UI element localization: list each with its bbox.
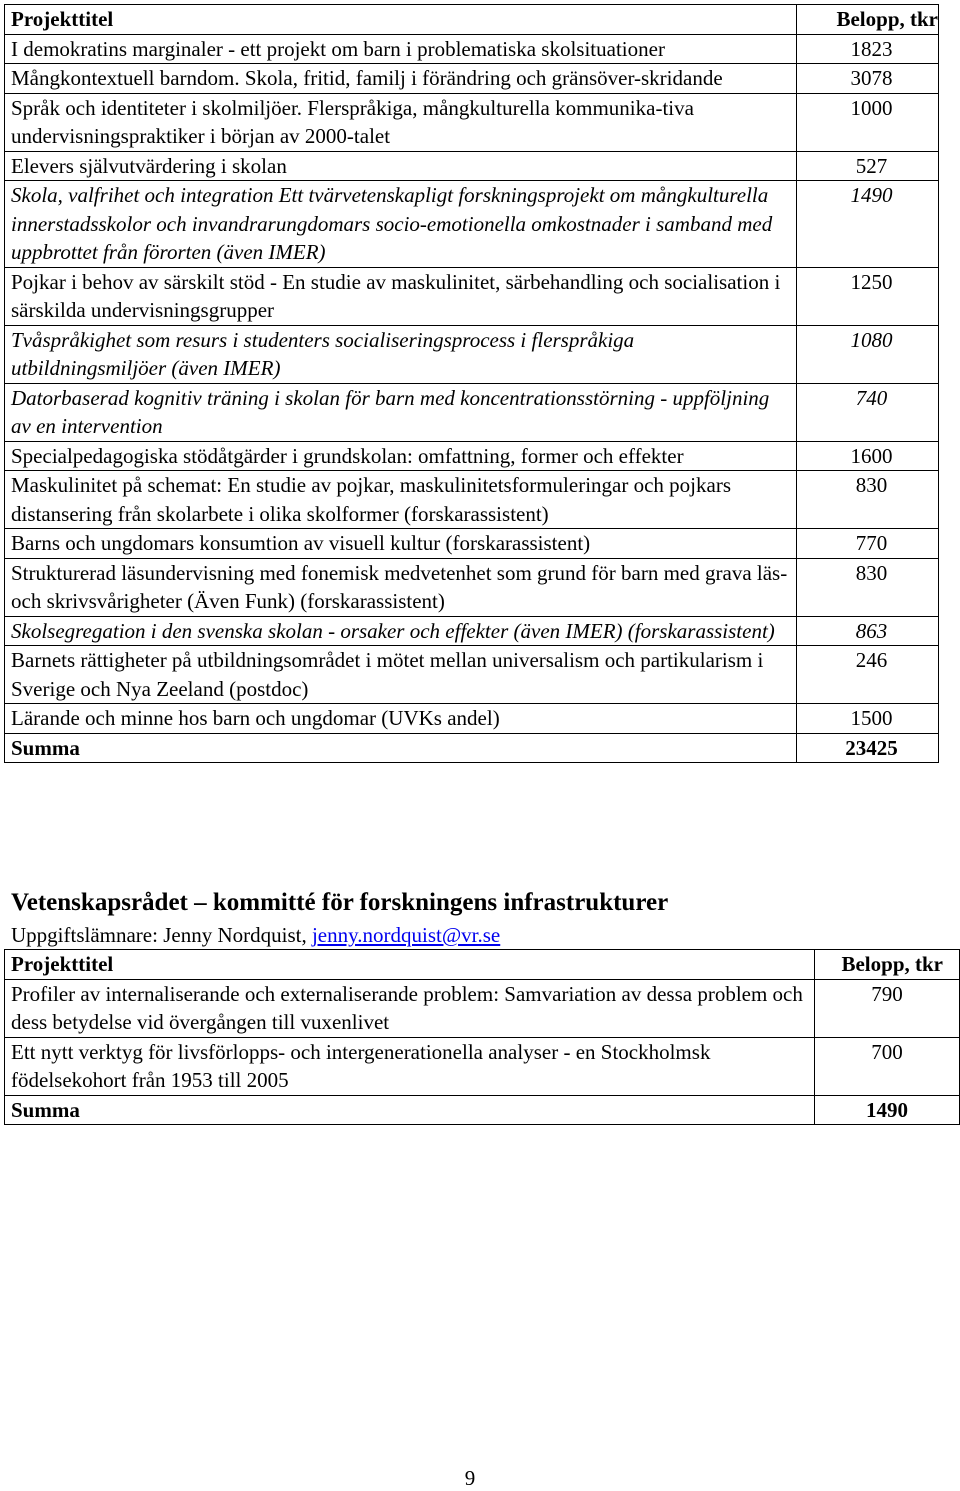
section-heading: Vetenskapsrådet – kommitté för forskningens infrastrukturer bbox=[11, 889, 669, 916]
table-row bbox=[5, 704, 939, 734]
table-row bbox=[5, 64, 939, 94]
project-title: Datorbaserad kognitiv träning i skolan för barn med koncentrationsstörning - uppföljning av en intervention bbox=[5, 383, 797, 441]
table-row bbox=[5, 1037, 960, 1095]
sum-amount: 1490 bbox=[815, 1095, 960, 1125]
project-amount: 830 bbox=[797, 471, 939, 529]
project-amount: 1500 bbox=[797, 704, 939, 734]
project-amount: 246 bbox=[797, 646, 939, 704]
project-title: Specialpedagogiska stödåtgärder i grundskolan: omfattning, former och effekter bbox=[5, 441, 797, 471]
table-row bbox=[5, 181, 939, 268]
project-amount: 1490 bbox=[797, 181, 939, 268]
project-amount: 830 bbox=[797, 558, 939, 616]
project-title: Elevers självutvärdering i skolan bbox=[5, 151, 797, 181]
project-title: Tvåspråkighet som resurs i studenters socialiseringsprocess i flerspråkiga utbildningsmiljöer (även IMER) bbox=[5, 325, 797, 383]
project-amount: 770 bbox=[797, 529, 939, 559]
project-amount: 790 bbox=[815, 979, 960, 1037]
table-row bbox=[5, 471, 939, 529]
project-title: Barns och ungdomars konsumtion av visuell kultur (forskarassistent) bbox=[5, 529, 797, 559]
page-number: 9 bbox=[464, 1466, 476, 1490]
table-row bbox=[5, 383, 939, 441]
table-sum-row bbox=[5, 1095, 960, 1125]
project-amount: 740 bbox=[797, 383, 939, 441]
column-header-amount: Belopp, tkr bbox=[815, 950, 960, 980]
project-amount: 700 bbox=[815, 1037, 960, 1095]
project-amount: 1000 bbox=[797, 93, 939, 151]
column-header-amount: Belopp, tkr bbox=[797, 5, 939, 35]
project-title: Ett nytt verktyg för livsförlopps- och intergenerationella analyser - en Stockholmsk födelsekohort från 1953 till 2005 bbox=[5, 1037, 815, 1095]
column-header-title: Projekttitel bbox=[5, 950, 815, 980]
project-title: Språk och identiteter i skolmiljöer. Flerspråkiga, mångkulturella kommunika-tiva undervisningspraktiker i början av 2000-talet bbox=[5, 93, 797, 151]
project-amount: 1600 bbox=[797, 441, 939, 471]
reporter-email-link[interactable]: jenny.nordquist@vr.se bbox=[311, 923, 501, 947]
column-header-title: Projekttitel bbox=[5, 5, 797, 35]
project-amount: 527 bbox=[797, 151, 939, 181]
table-row bbox=[5, 325, 939, 383]
project-title: Mångkontextuell barndom. Skola, fritid, familj i förändring och gränsöver-skridande bbox=[5, 64, 797, 94]
project-title: Maskulinitet på schemat: En studie av pojkar, maskulinitetsformuleringar och pojkars distansering från skolarbete i olika skolformer (forskarassistent) bbox=[5, 471, 797, 529]
table-row bbox=[5, 646, 939, 704]
table-row bbox=[5, 34, 939, 64]
project-amount: 1080 bbox=[797, 325, 939, 383]
project-title: Strukturerad läsundervisning med fonemisk medvetenhet som grund för barn med grava läs- och skrivsvårigheter (Även Funk) (forskarassistent) bbox=[5, 558, 797, 616]
sum-amount: 23425 bbox=[797, 733, 939, 763]
table-row bbox=[5, 979, 960, 1037]
project-amount: 3078 bbox=[797, 64, 939, 94]
project-title: Pojkar i behov av särskilt stöd - En studie av maskulinitet, särbehandling och socialisation i särskilda undervisningsgrupper bbox=[5, 267, 797, 325]
project-title: Skolsegregation i den svenska skolan - orsaker och effekter (även IMER) (forskarassistent) bbox=[5, 616, 797, 646]
funding-table-1 bbox=[4, 4, 939, 763]
table-row bbox=[5, 616, 939, 646]
sum-label: Summa bbox=[5, 733, 797, 763]
project-title: I demokratins marginaler - ett projekt om barn i problematiska skolsituationer bbox=[5, 34, 797, 64]
table-row bbox=[5, 558, 939, 616]
table-sum-row bbox=[5, 733, 939, 763]
project-title: Barnets rättigheter på utbildningsområdet i mötet mellan universalism och partikularism i Sverige och Nya Zeeland (postdoc) bbox=[5, 646, 797, 704]
table-row bbox=[5, 267, 939, 325]
table-row bbox=[5, 93, 939, 151]
sum-label: Summa bbox=[5, 1095, 815, 1125]
reporter-line bbox=[11, 923, 500, 948]
table-row bbox=[5, 441, 939, 471]
project-amount: 1823 bbox=[797, 34, 939, 64]
project-amount: 863 bbox=[797, 616, 939, 646]
funding-table-2 bbox=[4, 949, 960, 1125]
table-header-row bbox=[5, 5, 939, 35]
table-header-row bbox=[5, 950, 960, 980]
table-row bbox=[5, 529, 939, 559]
project-title: Lärande och minne hos barn och ungdomar (UVKs andel) bbox=[5, 704, 797, 734]
project-title: Skola, valfrihet och integration Ett tvärvetenskapligt forskningsprojekt om mångkulturella innerstadsskolor och invandrarungdomars socio-emotionella omkostnader i samband med uppbrottet från förorten (även IMER) bbox=[5, 181, 797, 268]
project-title: Profiler av internaliserande och externaliserande problem: Samvariation av dessa problem och dess betydelse vid övergången till vuxenlivet bbox=[5, 979, 815, 1037]
table-row bbox=[5, 151, 939, 181]
reporter-label: Uppgiftslämnare: Jenny Nordquist, bbox=[11, 923, 312, 947]
project-amount: 1250 bbox=[797, 267, 939, 325]
